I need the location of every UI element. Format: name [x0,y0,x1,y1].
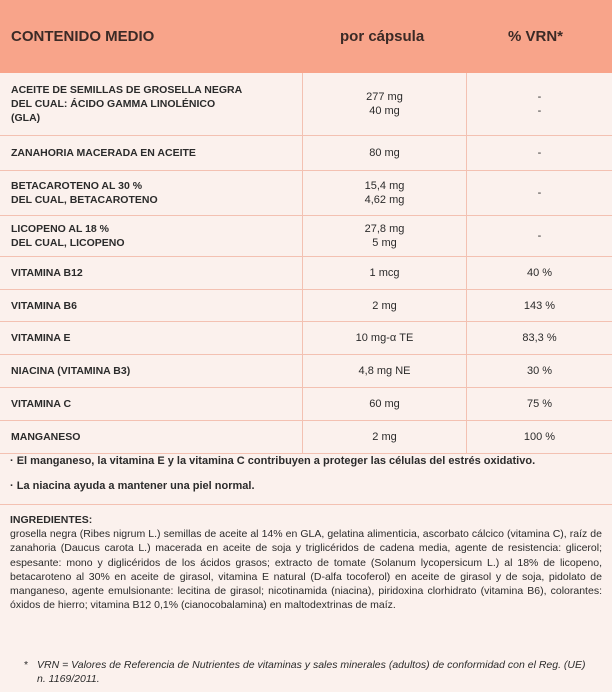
vrn-percent-line: - [537,91,542,103]
nutrient-name-line: ZANAHORIA MACERADA EN ACEITE [11,147,196,159]
footnote-asterisk: * [24,659,29,671]
amount-per-capsule-line: 10 mg-α TE [355,332,414,344]
amount-per-capsule [302,257,466,289]
nutrient-name-line: DEL CUAL, LICOPENO [11,237,125,249]
amount-per-capsule-line: 1 mcg [369,267,400,279]
amount-per-capsule-line: 40 mg [369,105,400,117]
ingredients-section [10,513,602,612]
amount-per-capsule-line: 2 mg [372,431,397,443]
claim-niacin-skin: · La niacina ayuda a mantener una piel normal. [10,480,255,492]
nutrient-name [0,388,302,420]
vrn-percent [466,73,612,135]
vrn-footnote [24,658,594,686]
nutrient-name-line: VITAMINA C [11,398,72,410]
nutrient-name-line: BETACAROTENO AL 30 % [11,180,143,192]
nutrient-name [0,322,302,354]
table-row [0,322,612,355]
ingredients-title: INGREDIENTES: [10,514,93,526]
nutrition-table [0,73,612,454]
amount-per-capsule-line: 27,8 mg [364,223,405,235]
amount-per-capsule [302,216,466,256]
vrn-percent [466,257,612,289]
amount-per-capsule-line: 80 mg [369,147,400,159]
amount-per-capsule [302,421,466,453]
vrn-percent-line: - [537,187,542,199]
nutrient-name [0,73,302,135]
vrn-percent-line: - [537,105,542,117]
amount-per-capsule [302,171,466,215]
nutrient-name [0,171,302,215]
table-row [0,136,612,171]
nutrient-name [0,136,302,170]
nutrient-name-line: VITAMINA B6 [11,299,77,312]
nutrient-name [0,257,302,289]
table-row [0,388,612,421]
vrn-percent-line: 30 % [526,365,553,377]
vrn-percent [466,322,612,354]
nutrient-name-line: MANGANESO [11,431,81,443]
amount-per-capsule [302,355,466,387]
nutrient-name-line: LICOPENO AL 18 % [11,223,110,235]
amount-per-capsule-line: 4,8 mg NE [358,365,411,377]
vrn-percent [466,421,612,453]
vrn-percent [466,388,612,420]
amount-per-capsule [302,322,466,354]
column-header-content: CONTENIDO MEDIO [11,28,155,45]
amount-per-capsule-line: 277 mg [366,91,403,103]
table-header [0,0,612,73]
vrn-percent-line: 100 % [523,431,556,443]
nutrient-name [0,290,302,321]
vrn-percent-line: - [537,230,542,242]
amount-per-capsule-line: 5 mg [372,237,397,249]
amount-per-capsule [302,290,466,321]
nutrient-name [0,216,302,256]
nutrient-name-line: VITAMINA B12 [11,267,83,279]
ingredients-text: grosella negra (Ribes nigrum L.) semillas de aceite al 14% en GLA, gelatina alimenticia, ascorbato cálcico (vitamina C), raíz de zanahoria (Daucus carota L.) macerada en aceite de soja y triglicéridos de cadena media, agente de resistencia: glicerol; espesante: mono y diglicéridos de los ácidos grasos; extracto de tomate (Solanum lycopersicum L.) al 18% de licopeno, betacaroteno al 30% en aceite de girasol, vitamina E natural (D-alfa tocoferol) en aceite de girasol y de soja, pidolato de manganeso, agente emulsionante: lecitina de girasol; nicotinamida (niacina), piridoxina clorhidrato (vitamina B6), colorantes: óxidos de hierro; vitamina B12 0,1% (cianocobalamina) en maltodextrinas de maíz. [10,528,602,612]
amount-per-capsule-line: 4,62 mg [364,194,405,206]
vrn-percent-line: 75 % [526,398,553,410]
nutrient-name-line: NIACINA (VITAMINA B3) [11,365,131,377]
amount-per-capsule-line: 2 mg [372,299,397,312]
table-row [0,290,612,322]
vrn-percent-line: 83,3 % [522,332,557,344]
vrn-percent [466,171,612,215]
nutrient-name-line: VITAMINA E [11,332,71,344]
table-row [0,171,612,216]
column-header-per-capsule: por cápsula [340,28,425,45]
vrn-percent [466,290,612,321]
amount-per-capsule [302,73,466,135]
nutrient-name-line: DEL CUAL, BETACAROTENO [11,194,158,206]
nutrient-name [0,355,302,387]
vrn-percent-line: - [537,147,542,159]
column-header-vrn: % VRN* [508,28,564,45]
amount-per-capsule-line: 15,4 mg [364,180,405,192]
table-row [0,355,612,388]
vrn-percent-line: 40 % [526,267,553,279]
vrn-percent [466,216,612,256]
vrn-percent-line: 143 % [523,299,556,312]
nutrient-name-line: (GLA) [11,112,41,124]
table-row [0,421,612,454]
footnote-text: VRN = Valores de Referencia de Nutrientes de vitaminas y sales minerales (adultos) de conformidad con el Reg. (UE) n. 1169/2011. [37,659,586,685]
table-row [0,73,612,136]
section-divider [0,504,612,505]
nutrient-name [0,421,302,453]
amount-per-capsule [302,388,466,420]
vrn-percent [466,355,612,387]
table-row [0,257,612,290]
amount-per-capsule-line: 60 mg [369,398,400,410]
nutrient-name-line: ACEITE DE SEMILLAS DE GROSELLA NEGRA [11,84,243,96]
claim-antioxidant: · El manganeso, la vitamina E y la vitamina C contribuyen a proteger las células del estrés oxidativo. [10,455,536,467]
amount-per-capsule [302,136,466,170]
nutrient-name-line: DEL CUAL: ÁCIDO GAMMA LINOLÉNICO [11,98,216,110]
table-row [0,216,612,257]
vrn-percent [466,136,612,170]
